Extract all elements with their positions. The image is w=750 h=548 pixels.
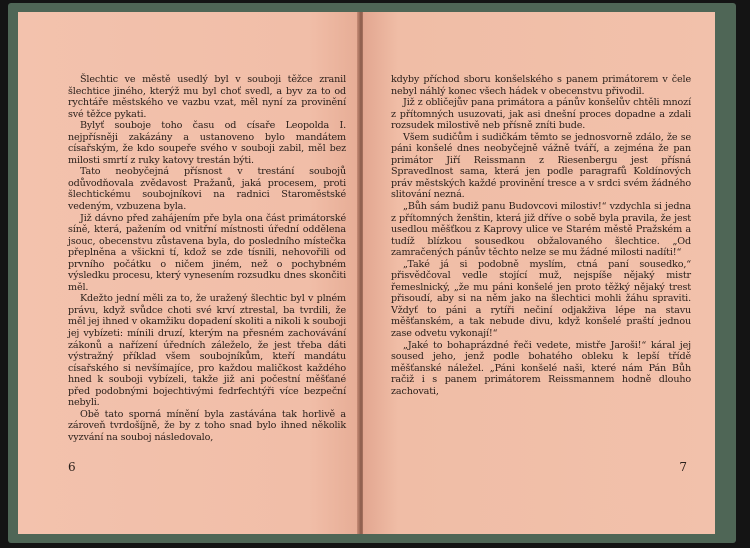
paragraph: Již z obličejův pana primátora a pánův konšelův chtěli mnozí z přítomných usuzovati, jak asi dnešní proces dopadne a zdali rozsudek milostivě neb přísně zníti bude. xyxy=(391,97,691,132)
paragraph: Obě tato sporná mínění byla zastávána tak horlivě a zároveň tvrdošíjně, že by z toho snad bylo ihned několik vyzvání na souboj následovalo, xyxy=(68,408,346,443)
paragraph: Všem sudičům i sudičkám těmto se jednosvorně zdálo, že se páni konšelé dnes neobyčejně vážně tváří, a zejména že pan primátor Jiří Reissmann z Riesenbergu jest přísná Spravedlnost sama, která jen podle paragrafů Koldínových práv městských každé provinění tresce a v srdci svém žádného slitování nezná. xyxy=(391,131,691,201)
paragraph: Šlechtic ve městě usedlý byl v souboji těžce zranil šlechtice jiného, kterýž mu byl choť svedl, a byv za to od rychtáře městského ve vazbu vzat, měl nyní za provinění své těžce pykati. xyxy=(68,74,346,120)
paragraph: Kdežto jední měli za to, že uražený šlechtic byl v plném právu, když svůdce choti své krví ztrestal, ba tvrdili, že měl jej ihned v okamžiku dopadení skoliti a nikoli k souboji jej vybízeti: mínili druzí, kterým na přesném zachovávání zákonů a nařízení úředních záleželo, že jest třeba dáti výstražný příklad všem soubojníkům, kteří mandátu císařského si nevšímajíce, pro každou maličkost každého hned k souboji vybízeli, takže již ani počestní měšťané před podobnými bojechtivými fedrfechtýři více bezpeční nebyli. xyxy=(68,293,346,409)
paragraph: Již dávno před zahájením pře byla ona část primátorské síně, která, pažením od vnitřní místnosti úřední oddělena jsouc, obecenstvu zůstavena byla, do posledního místečka přeplněna a všickni tí, kdož se zde tísnili, nehovořili od prvního počátku o ničem jiném, než o pochybném výsledku procesu, který vynesením rozsudku dnes skončiti měl. xyxy=(68,212,346,293)
paragraph: „Jaké to bohaprázdné řeči vedete, mistře Jaroši!“ káral jej soused jeho, jenž podle bohatého obleku k lepší třídě měšťanské náležel. „Páni konšelé naši, které nám Pán Bůh račiž i s panem primátorem Reissmannem hodně dlouho zachovati, xyxy=(391,339,691,397)
right-page xyxy=(363,12,715,534)
paragraph: „Bůh sám budiž panu Budovcovi milostiv!“ vzdychla si jedna z přítomných ženštin, která již dříve o sobě byla pravila, že jest usedlou měšťkou z Kaprovy ulice ve Starém městě Pražském a tudíž blízkou sousedkou obžalovaného šlechtice. „Od zamračených pánův těchto nelze se mu žádné milosti nadíti!“ xyxy=(391,201,691,259)
page-number: 6 xyxy=(68,460,76,474)
left-page-text xyxy=(68,74,346,444)
left-page xyxy=(18,12,360,534)
paragraph: „Také já si podobně myslím, ctná paní sousedko,“ přisvědčoval vedle stojící muž, nejspíše nějaký mistr řemeslnický, „že mu páni konšelé jen proto těžký nějaký trest přisoudí, aby si na něm jako na šlechtici mohli žáhu spraviti. Vždyť to páni a rytíři nečiní odjakživa lépe na stavu měšťanském, a tak nebude divu, když konšelé praští jednou zase odvetu vykonají!“ xyxy=(391,258,691,340)
paragraph: kdyby příchod sboru konšelského s panem primátorem v čele nebyl náhlý konec všech hádek v obecenstvu přivodil. xyxy=(391,74,691,97)
page-number: 7 xyxy=(679,460,687,474)
right-page-text xyxy=(391,74,691,397)
paragraph: Bylyť souboje toho času od císaře Leopolda I. nejpřísněji zakázány a ustanoveno bylo mandátem císařským, že kdo soupeře svého v souboji zabil, měl bez milosti smrtí z ruky katovy trestán býti. xyxy=(68,120,346,166)
paragraph: Tato neobyčejná přísnost v trestání soubojů odůvodňovala zvědavost Pražanů, jaká procesem, proti šlechtickému soubojníkovi na radnici Staroměstské vedeným, vzbuzena byla. xyxy=(68,166,346,213)
